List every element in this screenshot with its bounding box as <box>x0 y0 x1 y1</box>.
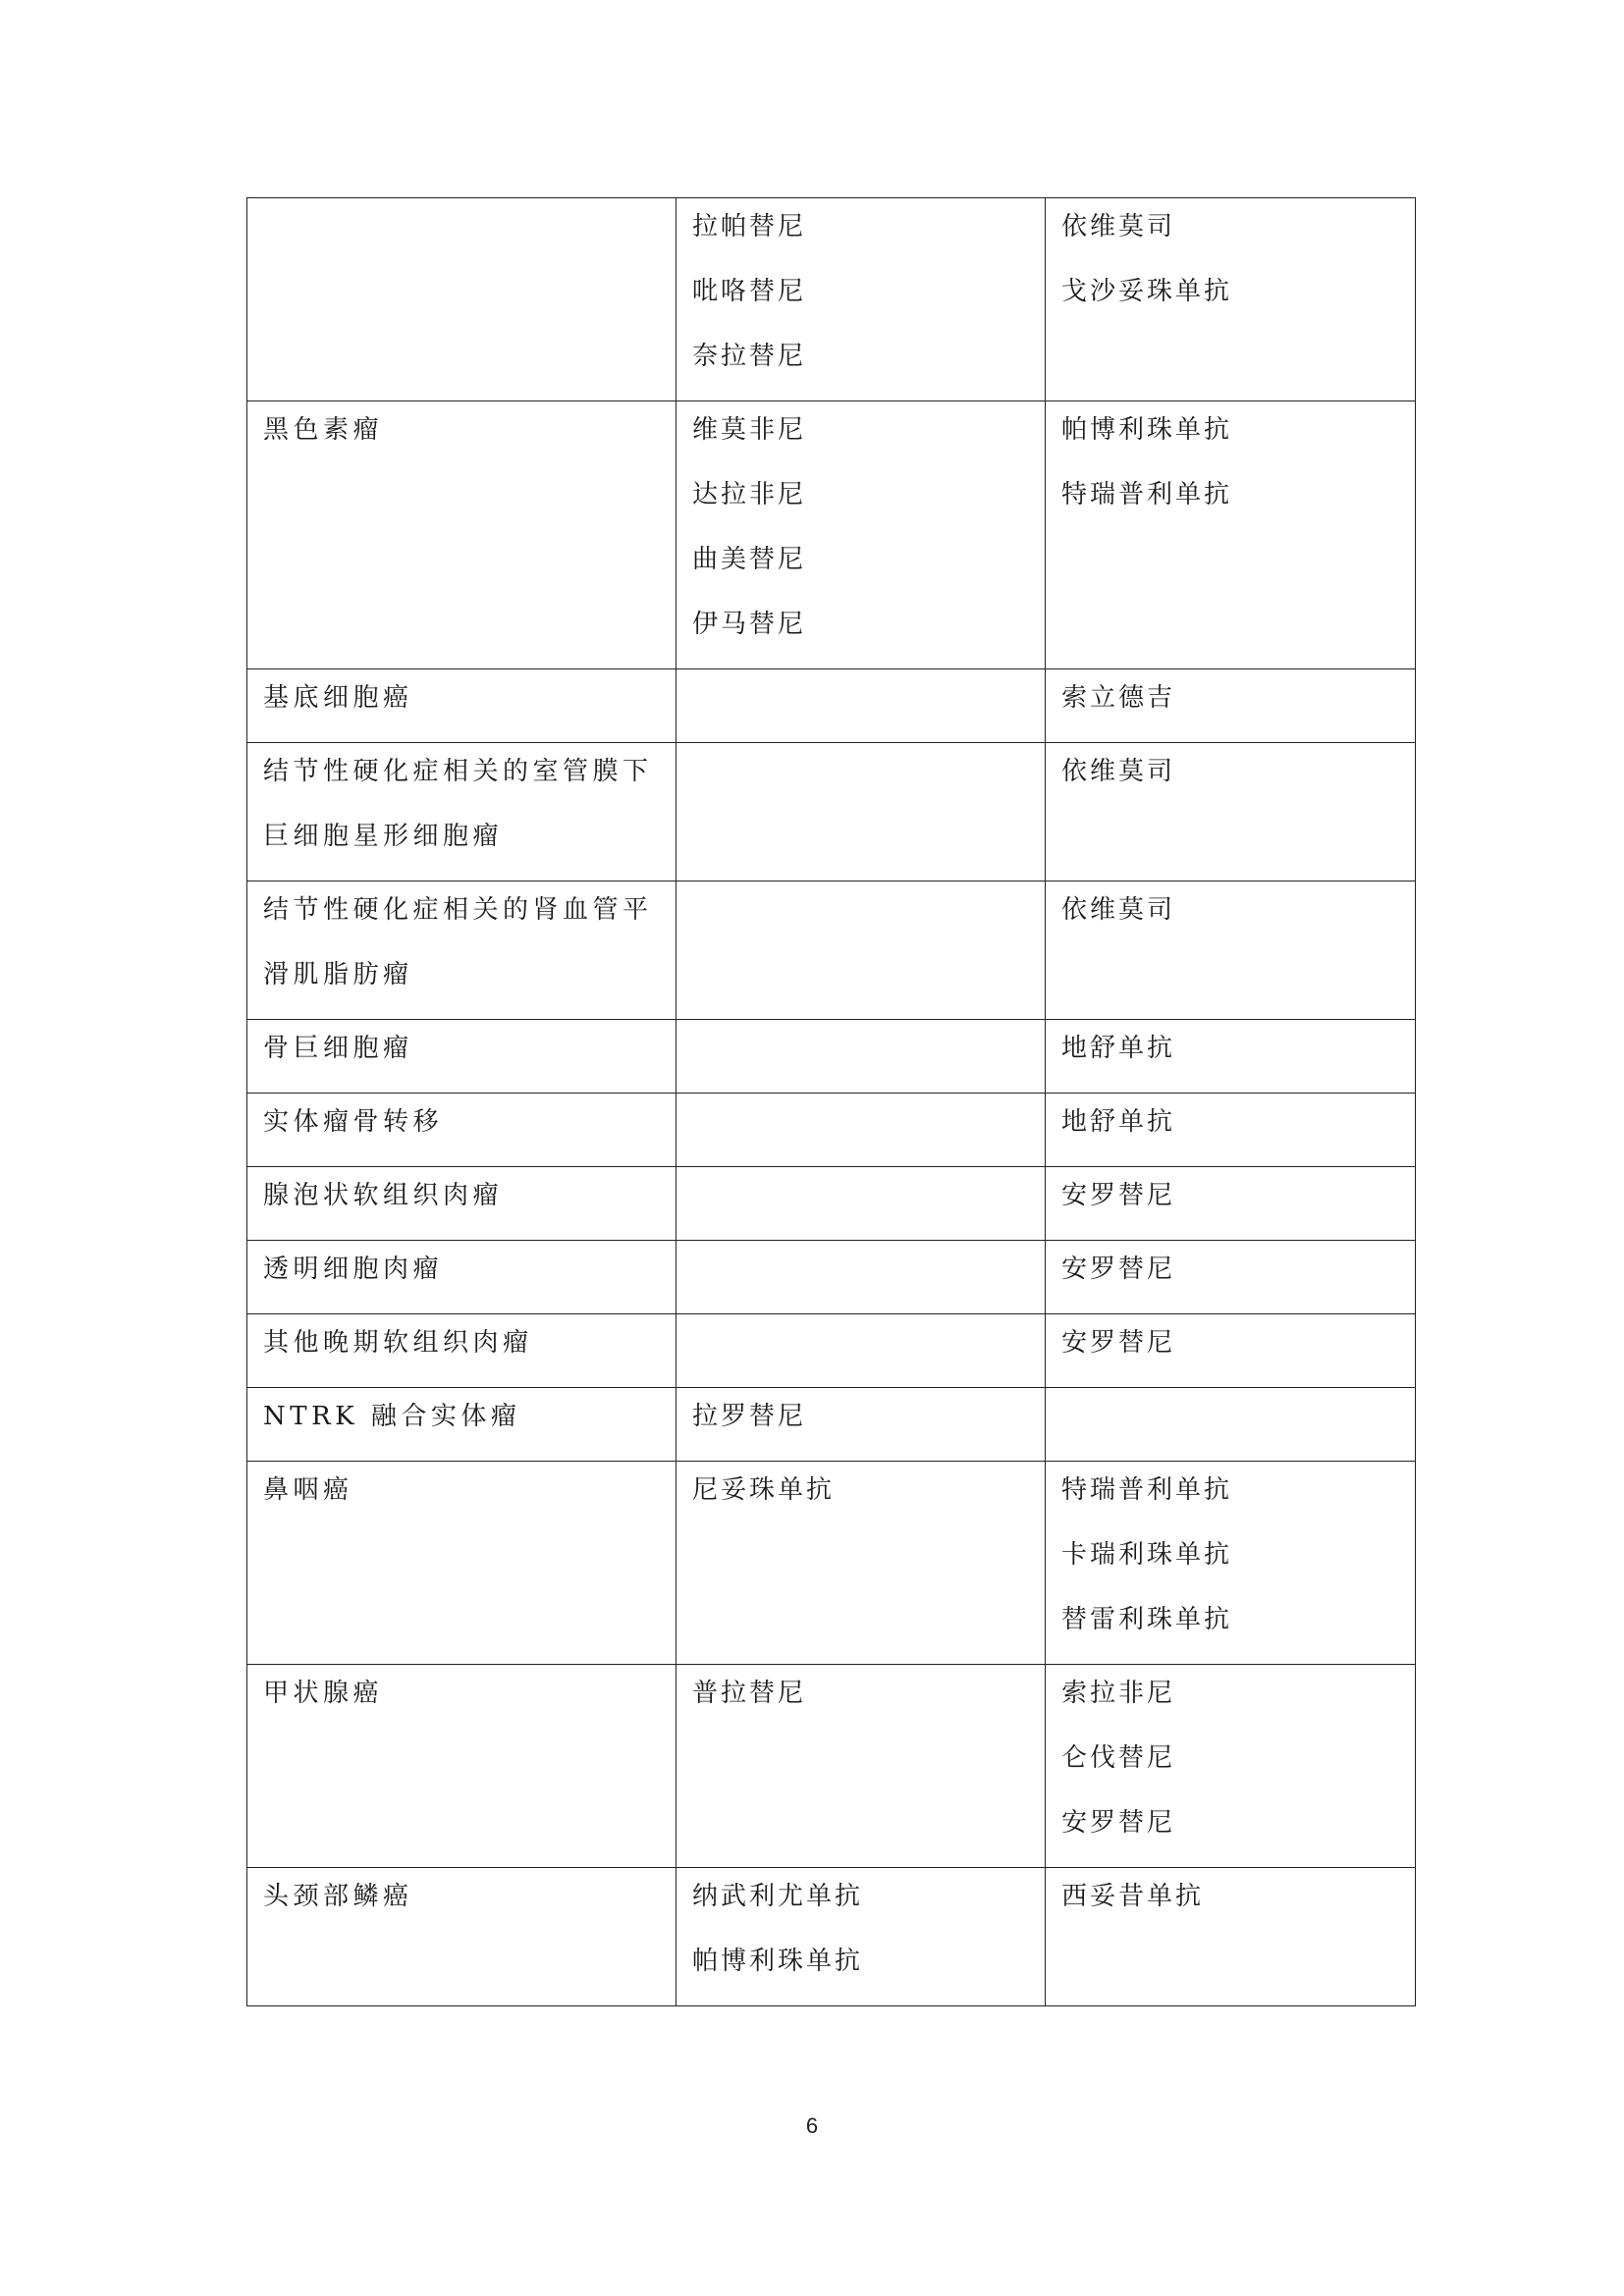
drug-cell-col2 <box>677 1388 1046 1462</box>
drug-cell-col3 <box>1046 881 1416 1020</box>
table-row <box>247 1241 1416 1314</box>
cancer-name-line: 透明细胞肉瘤 <box>263 1255 444 1284</box>
drug-name: 奈拉替尼 <box>692 342 807 371</box>
drug-name: 安罗替尼 <box>1061 1328 1176 1358</box>
drug-name: 依维莫司 <box>1061 895 1176 925</box>
table-row <box>247 1868 1416 2006</box>
drug-cell-col2 <box>677 1241 1046 1314</box>
cancer-name-line: 头颈部鳞癌 <box>263 1882 413 1911</box>
page-number: 6 <box>805 2113 819 2138</box>
drug-name: 依维莫司 <box>1061 212 1176 241</box>
cancer-type-cell <box>247 1665 677 1868</box>
cancer-name-line: 滑肌脂肪瘤 <box>263 960 413 989</box>
drug-name: 拉罗替尼 <box>692 1402 807 1431</box>
table-row <box>247 743 1416 881</box>
table-row <box>247 1020 1416 1094</box>
cancer-type-cell <box>247 1314 677 1388</box>
table-row <box>247 1462 1416 1665</box>
drug-name: 达拉非尼 <box>692 480 807 509</box>
cancer-type-cell <box>247 669 677 743</box>
drug-name: 替雷利珠单抗 <box>1061 1605 1233 1634</box>
drug-name: 索立德吉 <box>1061 683 1176 713</box>
drug-cell-col2 <box>677 1868 1046 2006</box>
cancer-type-cell <box>247 1868 677 2006</box>
table-row <box>247 198 1416 401</box>
cancer-name-line: 甲状腺癌 <box>263 1679 384 1708</box>
drug-cell-col3 <box>1046 1388 1416 1462</box>
drug-cell-col2 <box>677 401 1046 669</box>
drug-cell-col2 <box>677 1462 1046 1665</box>
cancer-type-cell <box>247 401 677 669</box>
drug-cell-col3 <box>1046 1314 1416 1388</box>
table-row <box>247 1314 1416 1388</box>
cancer-type-cell <box>247 1167 677 1241</box>
drug-name: 安罗替尼 <box>1061 1808 1176 1838</box>
table-row <box>247 881 1416 1020</box>
drug-cell-col3 <box>1046 1094 1416 1167</box>
drug-cell-col2 <box>677 881 1046 1020</box>
cancer-name-line: NTRK 融合实体瘤 <box>263 1402 521 1431</box>
drug-name: 卡瑞利珠单抗 <box>1061 1540 1233 1570</box>
drug-cell-col3 <box>1046 1167 1416 1241</box>
cancer-type-cell <box>247 881 677 1020</box>
drug-name: 伊马替尼 <box>692 610 807 639</box>
drug-name: 戈沙妥珠单抗 <box>1061 277 1233 306</box>
drug-name: 帕博利珠单抗 <box>692 1947 864 1976</box>
cancer-name-line: 结节性硬化症相关的室管膜下 <box>263 757 653 786</box>
cancer-type-cell <box>247 743 677 881</box>
drug-cell-col2 <box>677 1665 1046 1868</box>
cancer-type-cell <box>247 1241 677 1314</box>
drug-cell-col2 <box>677 1094 1046 1167</box>
cancer-type-cell <box>247 1094 677 1167</box>
drug-name: 安罗替尼 <box>1061 1181 1176 1210</box>
drug-cell-col2 <box>677 669 1046 743</box>
cancer-name-line: 巨细胞星形细胞瘤 <box>263 822 504 851</box>
drug-cell-col2 <box>677 198 1046 401</box>
drug-cell-col3 <box>1046 743 1416 881</box>
drug-name: 纳武利尤单抗 <box>692 1882 864 1911</box>
cancer-type-cell <box>247 1020 677 1094</box>
cancer-type-cell <box>247 1462 677 1665</box>
drug-name: 吡咯替尼 <box>692 277 807 306</box>
drug-cell-col3 <box>1046 198 1416 401</box>
cancer-name-line: 骨巨细胞瘤 <box>263 1034 413 1063</box>
drug-cell-col3 <box>1046 401 1416 669</box>
cancer-name-line: 结节性硬化症相关的肾血管平 <box>263 895 653 925</box>
drug-name: 尼妥珠单抗 <box>692 1475 836 1505</box>
drug-name: 安罗替尼 <box>1061 1255 1176 1284</box>
drug-cell-col3 <box>1046 1462 1416 1665</box>
drug-name: 普拉替尼 <box>692 1679 807 1708</box>
drug-name: 西妥昔单抗 <box>1061 1882 1205 1911</box>
drug-cell-col3 <box>1046 1868 1416 2006</box>
table-row <box>247 669 1416 743</box>
drug-name: 地舒单抗 <box>1061 1034 1176 1063</box>
drug-name: 曲美替尼 <box>692 545 807 574</box>
cancer-name-line: 腺泡状软组织肉瘤 <box>263 1181 504 1210</box>
cancer-name-line: 黑色素瘤 <box>263 415 384 445</box>
drug-cell-col2 <box>677 743 1046 881</box>
drug-name: 特瑞普利单抗 <box>1061 480 1233 509</box>
table-row <box>247 401 1416 669</box>
cancer-name-line: 实体瘤骨转移 <box>263 1107 444 1137</box>
cancer-name-line: 鼻咽癌 <box>263 1475 353 1505</box>
drug-name: 地舒单抗 <box>1061 1107 1176 1137</box>
drug-cell-col2 <box>677 1314 1046 1388</box>
table-row <box>247 1665 1416 1868</box>
drug-cell-col3 <box>1046 1665 1416 1868</box>
drug-name: 维莫非尼 <box>692 415 807 445</box>
drug-indication-table <box>246 197 1416 2006</box>
drug-cell-col3 <box>1046 669 1416 743</box>
table-row <box>247 1094 1416 1167</box>
drug-name: 仑伐替尼 <box>1061 1743 1176 1773</box>
drug-name: 帕博利珠单抗 <box>1061 415 1233 445</box>
cancer-type-cell <box>247 1388 677 1462</box>
drug-cell-col2 <box>677 1020 1046 1094</box>
drug-cell-col3 <box>1046 1020 1416 1094</box>
drug-name: 依维莫司 <box>1061 757 1176 786</box>
cancer-name-line: 其他晚期软组织肉瘤 <box>263 1328 533 1358</box>
table-row <box>247 1388 1416 1462</box>
drug-name: 特瑞普利单抗 <box>1061 1475 1233 1505</box>
drug-name: 拉帕替尼 <box>692 212 807 241</box>
cancer-type-cell <box>247 198 677 401</box>
table-body <box>247 198 1416 2006</box>
drug-cell-col3 <box>1046 1241 1416 1314</box>
drug-name: 索拉非尼 <box>1061 1679 1176 1708</box>
table-row <box>247 1167 1416 1241</box>
cancer-name-line: 基底细胞癌 <box>263 683 413 713</box>
drug-cell-col2 <box>677 1167 1046 1241</box>
